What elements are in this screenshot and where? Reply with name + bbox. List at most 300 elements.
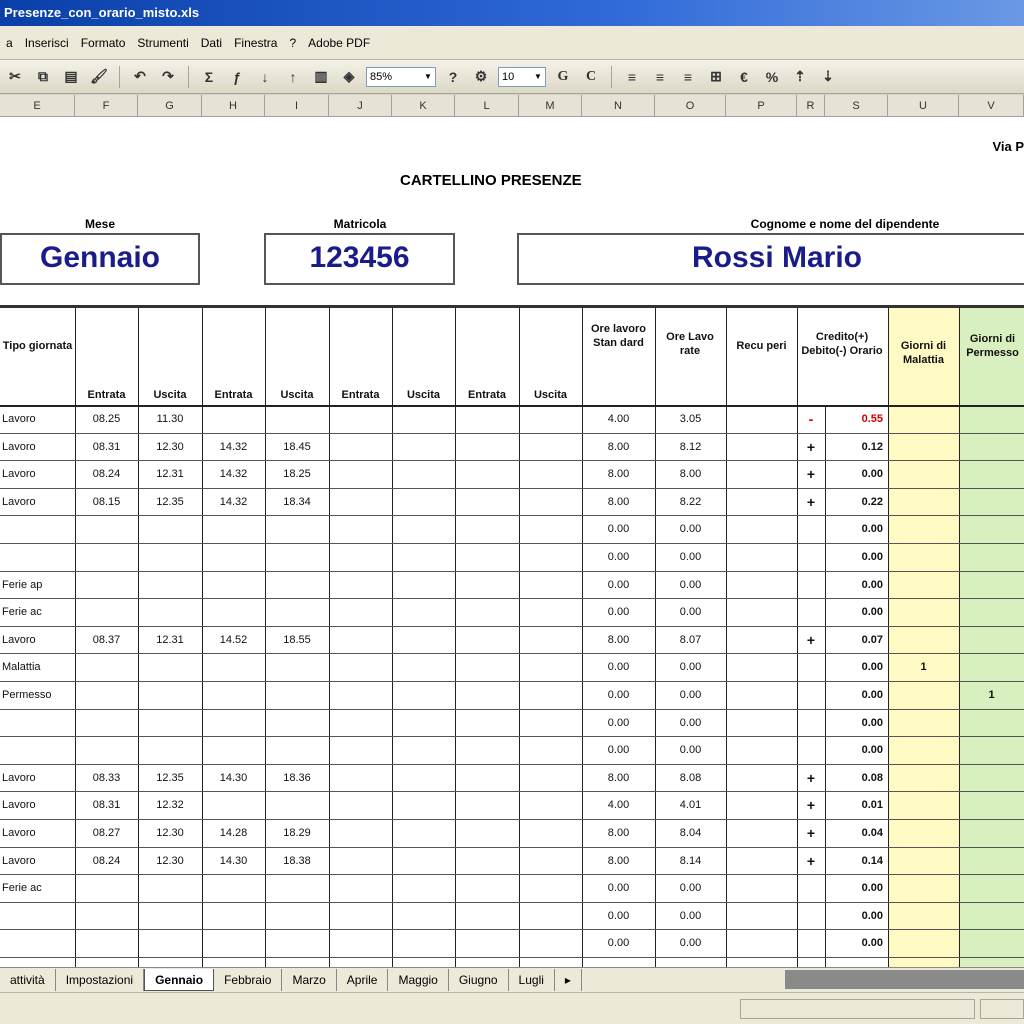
drawing-icon[interactable]: ◈ xyxy=(343,68,355,84)
column-header[interactable]: R xyxy=(797,95,825,117)
cell-ore-lavorate[interactable]: 8.00 xyxy=(679,468,702,481)
cell-tipo[interactable]: Lavoro xyxy=(2,799,36,812)
cell-malattia[interactable] xyxy=(888,847,959,875)
cell-permesso[interactable] xyxy=(959,460,1024,488)
grid-row-line xyxy=(0,433,1024,434)
cell-uscita-1[interactable] xyxy=(138,709,202,737)
cell-entrata-2[interactable] xyxy=(202,653,265,681)
cell-tipo[interactable]: Lavoro xyxy=(2,633,36,646)
header-entrata: Entrata xyxy=(468,389,506,401)
sheet-tab[interactable]: Aprile xyxy=(337,969,389,991)
cell-credito[interactable]: 0.08 xyxy=(861,771,883,784)
cell-uscita-2[interactable] xyxy=(265,543,329,571)
cell-uscita-2[interactable] xyxy=(265,902,329,930)
cell-tipo[interactable] xyxy=(2,929,74,957)
cell-malattia[interactable] xyxy=(888,764,959,792)
cell-entrata-2[interactable] xyxy=(202,791,265,819)
cell-entrata-1[interactable]: 08.33 xyxy=(92,771,121,784)
cell-uscita-1[interactable]: 12.35 xyxy=(156,771,184,784)
grid-column-line xyxy=(825,405,826,967)
cell-malattia[interactable] xyxy=(888,929,959,957)
cell-tipo[interactable]: Lavoro xyxy=(2,827,36,839)
tab-scroll-right-icon[interactable]: ▸ xyxy=(555,969,582,991)
cell-ore-lavorate[interactable]: 3.05 xyxy=(679,413,702,425)
sheet-tab[interactable]: Giugno xyxy=(449,969,509,991)
cell-ore-lavorate[interactable]: 0.00 xyxy=(679,716,702,729)
cell-sign[interactable]: + xyxy=(806,493,816,510)
cell-uscita-2[interactable] xyxy=(265,571,329,599)
cell-entrata-2[interactable] xyxy=(202,405,265,433)
zoom-value: 85% xyxy=(370,70,393,83)
window-title: Presenze_con_orario_misto.xls xyxy=(4,5,200,20)
cell-uscita-2[interactable]: 18.45 xyxy=(283,440,311,453)
cell-ore-standard[interactable]: 0.00 xyxy=(607,578,630,591)
cell-permesso[interactable] xyxy=(959,543,1024,571)
column-header[interactable]: H xyxy=(202,95,265,117)
cell-sign[interactable]: + xyxy=(806,797,816,814)
cell-entrata-1[interactable] xyxy=(75,598,138,626)
cell-ore-lavorate[interactable]: 0.00 xyxy=(679,661,702,674)
cell-entrata-1[interactable]: 08.24 xyxy=(92,854,121,867)
cell-entrata-2[interactable] xyxy=(202,929,265,957)
cell-ore-standard[interactable]: 0.00 xyxy=(607,716,630,729)
cell-uscita-2[interactable] xyxy=(265,598,329,626)
column-header[interactable]: I xyxy=(265,95,329,117)
cell-entrata-1[interactable] xyxy=(75,543,138,571)
cell-tipo[interactable]: Ferie ac xyxy=(2,882,42,895)
align-center-icon[interactable]: ≡ xyxy=(655,68,665,85)
sort-descending-icon[interactable]: ↑ xyxy=(289,68,297,85)
cell-credito[interactable]: 0.00 xyxy=(861,468,883,481)
cell-sign[interactable]: + xyxy=(806,631,816,648)
cell-entrata-1[interactable] xyxy=(75,571,138,599)
sheet-tab[interactable]: Maggio xyxy=(388,969,448,991)
cell-credito[interactable]: 0.00 xyxy=(861,578,883,591)
cell-ore-lavorate[interactable]: 4.01 xyxy=(679,799,702,812)
align-left-icon[interactable]: ≡ xyxy=(627,68,637,85)
cell-ore-standard[interactable]: 0.00 xyxy=(607,909,630,922)
cell-entrata-2[interactable]: 14.32 xyxy=(219,495,248,508)
cell-uscita-1[interactable]: 11.30 xyxy=(156,413,184,425)
cell-ore-standard[interactable]: 8.00 xyxy=(607,633,630,646)
decimal-increase-icon[interactable]: ⇡ xyxy=(794,68,806,84)
cell-uscita-2[interactable]: 18.38 xyxy=(283,854,311,867)
cell-sign[interactable]: + xyxy=(806,769,816,786)
sheet-title: CARTELLINO PRESENZE xyxy=(400,172,582,189)
sheet-tab[interactable]: attività xyxy=(0,969,56,991)
cell-tipo[interactable]: Lavoro xyxy=(2,468,36,481)
cell-sign[interactable] xyxy=(797,515,825,543)
cell-uscita-2[interactable] xyxy=(265,681,329,709)
cell-entrata-2[interactable] xyxy=(202,874,265,902)
id-field[interactable]: 123456 xyxy=(264,233,455,285)
cell-ore-lavorate[interactable]: 0.00 xyxy=(679,909,702,922)
cell-entrata-1[interactable] xyxy=(75,653,138,681)
sort-ascending-icon[interactable]: ↓ xyxy=(261,68,269,85)
cell-malattia[interactable] xyxy=(888,791,959,819)
grid-row-line xyxy=(0,543,1024,544)
table-top-border xyxy=(0,305,1024,308)
cell-ore-standard[interactable]: 8.00 xyxy=(607,771,630,784)
menu-item-dati[interactable]: Dati xyxy=(200,35,223,50)
cell-credito[interactable]: 0.00 xyxy=(861,523,883,536)
cell-uscita-2[interactable]: 18.55 xyxy=(283,633,311,646)
cell-malattia[interactable] xyxy=(888,543,959,571)
cell-sign[interactable] xyxy=(797,571,825,599)
cell-permesso[interactable] xyxy=(959,433,1024,461)
cell-permesso[interactable] xyxy=(959,488,1024,516)
cell-malattia[interactable] xyxy=(888,571,959,599)
cell-entrata-2[interactable] xyxy=(202,736,265,764)
cell-tipo[interactable]: Permesso xyxy=(2,689,52,701)
cell-entrata-2[interactable] xyxy=(202,598,265,626)
cell-malattia[interactable] xyxy=(888,819,959,847)
column-header[interactable]: U xyxy=(888,95,959,117)
cell-uscita-1[interactable] xyxy=(138,571,202,599)
cell-uscita-1[interactable] xyxy=(138,681,202,709)
cell-sign[interactable] xyxy=(797,543,825,571)
cell-ore-standard[interactable]: 8.00 xyxy=(607,440,630,453)
cell-malattia[interactable] xyxy=(888,902,959,930)
cell-uscita-1[interactable] xyxy=(138,515,202,543)
cell-credito[interactable]: 0.00 xyxy=(861,744,883,757)
cell-credito[interactable]: 0.00 xyxy=(861,551,883,563)
cell-ore-lavorate[interactable]: 0.00 xyxy=(679,744,702,757)
sheet-tab-active[interactable]: Gennaio xyxy=(144,969,214,991)
cell-credito[interactable]: 0.01 xyxy=(861,799,883,812)
header-permesso: Giorni di Permesso xyxy=(966,333,1019,359)
cell-malattia[interactable] xyxy=(888,709,959,737)
column-header[interactable]: P xyxy=(726,95,797,117)
cell-malattia[interactable] xyxy=(888,433,959,461)
cell-tipo[interactable] xyxy=(2,543,74,571)
cell-permesso[interactable]: 1 xyxy=(988,689,995,701)
format-painter-icon[interactable]: 🖌 xyxy=(90,68,108,84)
cell-malattia[interactable] xyxy=(888,626,959,654)
cell-ore-lavorate[interactable]: 8.12 xyxy=(679,440,702,453)
sheet-tab[interactable]: Impostazioni xyxy=(56,969,144,991)
cell-tipo[interactable]: Malattia xyxy=(2,661,41,674)
cell-uscita-1[interactable] xyxy=(138,929,202,957)
cell-ore-standard[interactable]: 4.00 xyxy=(607,413,630,425)
cell-ore-lavorate[interactable]: 0.00 xyxy=(679,606,702,619)
cell-permesso[interactable] xyxy=(959,819,1024,847)
cell-permesso[interactable] xyxy=(959,598,1024,626)
cell-entrata-2[interactable] xyxy=(202,681,265,709)
cell-tipo[interactable]: Lavoro xyxy=(2,771,36,784)
cell-malattia[interactable]: 1 xyxy=(920,661,927,674)
cell-uscita-2[interactable] xyxy=(265,515,329,543)
menu-item-partial[interactable]: a xyxy=(6,35,13,50)
cell-sign[interactable]: + xyxy=(806,466,816,483)
cell-credito[interactable]: 0.00 xyxy=(861,661,883,674)
cell-tipo[interactable]: Ferie ac xyxy=(2,606,42,619)
cell-entrata-1[interactable]: 08.25 xyxy=(92,413,121,425)
column-header[interactable]: S xyxy=(825,95,888,117)
cell-malattia[interactable] xyxy=(888,515,959,543)
sheet-tab[interactable]: Lugli xyxy=(509,969,555,991)
cell-permesso[interactable] xyxy=(959,709,1024,737)
cell-credito[interactable]: 0.00 xyxy=(861,606,883,619)
cell-ore-lavorate[interactable]: 0.00 xyxy=(679,937,702,950)
cell-ore-lavorate[interactable]: 0.00 xyxy=(679,523,702,536)
undo-icon[interactable]: ↶ xyxy=(134,68,146,84)
italic-button[interactable]: C xyxy=(585,68,597,84)
column-header[interactable]: F xyxy=(75,95,138,117)
cell-credito[interactable]: 0.04 xyxy=(861,827,883,839)
align-right-icon[interactable]: ≡ xyxy=(683,68,693,85)
cell-sign[interactable] xyxy=(797,598,825,626)
cell-sign[interactable] xyxy=(797,653,825,681)
chart-icon[interactable]: ▥ xyxy=(314,68,328,84)
cell-ore-lavorate[interactable]: 8.14 xyxy=(679,854,702,867)
cell-uscita-1[interactable]: 12.32 xyxy=(156,799,184,812)
cell-ore-standard[interactable]: 0.00 xyxy=(607,744,630,757)
cell-malattia[interactable] xyxy=(888,460,959,488)
cell-sign[interactable]: + xyxy=(806,852,816,869)
column-header[interactable]: E xyxy=(0,95,75,117)
cell-uscita-2[interactable]: 18.34 xyxy=(283,495,311,508)
column-header[interactable]: K xyxy=(392,95,455,117)
cell-credito[interactable]: 0.00 xyxy=(861,716,883,729)
cell-uscita-2[interactable] xyxy=(265,405,329,433)
cell-malattia[interactable] xyxy=(888,681,959,709)
cell-uscita-2[interactable]: 18.36 xyxy=(283,771,311,784)
cell-uscita-1[interactable]: 12.30 xyxy=(156,827,184,839)
cell-ore-standard[interactable]: 4.00 xyxy=(607,799,630,812)
column-header[interactable]: V xyxy=(959,95,1024,117)
zoom-select[interactable] xyxy=(366,67,436,87)
cell-tipo[interactable] xyxy=(2,709,74,737)
cell-ore-standard[interactable]: 0.00 xyxy=(607,606,630,619)
cell-permesso[interactable] xyxy=(959,515,1024,543)
cell-permesso[interactable] xyxy=(959,791,1024,819)
options-icon[interactable]: ⚙ xyxy=(474,68,488,84)
cell-uscita-2[interactable]: 18.25 xyxy=(283,468,311,481)
column-header[interactable]: N xyxy=(582,95,655,117)
cell-permesso[interactable] xyxy=(959,902,1024,930)
cell-ore-lavorate[interactable]: 0.00 xyxy=(679,882,702,895)
help-icon[interactable]: ? xyxy=(448,68,458,85)
cell-entrata-2[interactable]: 14.28 xyxy=(219,827,248,839)
header-uscita: Uscita xyxy=(153,389,187,401)
cell-credito[interactable]: 0.00 xyxy=(861,937,883,950)
column-header[interactable]: O xyxy=(655,95,726,117)
cell-entrata-2[interactable]: 14.30 xyxy=(219,771,248,784)
cell-malattia[interactable] xyxy=(888,488,959,516)
cell-permesso[interactable] xyxy=(959,653,1024,681)
cell-permesso[interactable] xyxy=(959,405,1024,433)
month-field[interactable]: Gennaio xyxy=(0,233,200,285)
cell-ore-standard[interactable]: 8.00 xyxy=(607,468,630,481)
cell-permesso[interactable] xyxy=(959,847,1024,875)
sheet-tab[interactable]: Febbraio xyxy=(214,969,282,991)
cell-credito[interactable]: 0.14 xyxy=(861,854,883,867)
cell-entrata-1[interactable]: 08.24 xyxy=(92,468,121,481)
cell-malattia[interactable] xyxy=(888,736,959,764)
cell-entrata-1[interactable] xyxy=(75,929,138,957)
cell-entrata-2[interactable] xyxy=(202,902,265,930)
cell-entrata-1[interactable] xyxy=(75,874,138,902)
column-header[interactable]: M xyxy=(519,95,582,117)
decimal-decrease-icon[interactable]: ⇣ xyxy=(822,68,834,84)
cell-entrata-1[interactable]: 08.27 xyxy=(92,827,121,839)
cell-sign[interactable]: + xyxy=(806,825,816,841)
cell-sign[interactable]: - xyxy=(808,411,814,427)
sheet-tab[interactable]: Marzo xyxy=(282,969,336,991)
column-header[interactable]: J xyxy=(329,95,392,117)
cell-uscita-1[interactable] xyxy=(138,874,202,902)
cell-tipo[interactable]: Lavoro xyxy=(2,854,36,867)
cell-uscita-1[interactable]: 12.31 xyxy=(156,468,184,481)
cell-credito[interactable]: 0.00 xyxy=(861,909,883,922)
cell-entrata-2[interactable] xyxy=(202,543,265,571)
menu-item-inserisci[interactable]: Inserisci xyxy=(24,35,69,50)
menu-item-formato[interactable]: Formato xyxy=(80,35,126,50)
cell-credito[interactable]: 0.12 xyxy=(861,440,883,453)
cell-uscita-2[interactable] xyxy=(265,874,329,902)
grid-row-line xyxy=(0,598,1024,599)
cell-uscita-1[interactable] xyxy=(138,653,202,681)
cell-uscita-1[interactable]: 12.30 xyxy=(156,854,184,867)
cell-entrata-1[interactable] xyxy=(75,681,138,709)
cell-ore-lavorate[interactable]: 8.22 xyxy=(679,495,702,508)
cell-ore-lavorate[interactable]: 8.04 xyxy=(679,827,702,839)
cell-sign[interactable] xyxy=(797,902,825,930)
bold-button[interactable]: G xyxy=(557,68,569,84)
cell-sign[interactable]: + xyxy=(806,438,816,455)
cell-ore-standard[interactable]: 8.00 xyxy=(607,827,630,839)
cell-uscita-2[interactable] xyxy=(265,653,329,681)
cell-entrata-2[interactable]: 14.32 xyxy=(219,468,248,481)
chevron-down-icon: ▼ xyxy=(424,72,432,81)
menu-item-adobe-pdf[interactable]: Adobe PDF xyxy=(308,35,371,50)
cell-sign[interactable] xyxy=(797,874,825,902)
cell-ore-lavorate[interactable]: 8.07 xyxy=(679,633,702,646)
cell-ore-standard[interactable]: 0.00 xyxy=(607,551,630,563)
cell-entrata-1[interactable] xyxy=(75,736,138,764)
grid-row-line xyxy=(0,736,1024,737)
paste-icon[interactable]: ▤ xyxy=(64,68,78,84)
cell-sign[interactable] xyxy=(797,736,825,764)
cell-ore-standard[interactable]: 0.00 xyxy=(607,882,630,895)
cell-entrata-1[interactable]: 08.31 xyxy=(92,440,121,453)
worksheet[interactable] xyxy=(0,117,1024,967)
cell-ore-standard[interactable]: 0.00 xyxy=(607,937,630,950)
cell-uscita-1[interactable] xyxy=(138,736,202,764)
cell-tipo[interactable] xyxy=(2,515,74,543)
cell-entrata-2[interactable]: 14.30 xyxy=(219,854,248,867)
company-address: Via P xyxy=(992,139,1024,154)
cell-malattia[interactable] xyxy=(888,598,959,626)
cell-uscita-1[interactable] xyxy=(138,902,202,930)
cell-permesso[interactable] xyxy=(959,929,1024,957)
cell-uscita-1[interactable] xyxy=(138,543,202,571)
cell-ore-lavorate[interactable]: 0.00 xyxy=(679,578,702,591)
menu-item-finestra[interactable]: Finestra xyxy=(234,35,278,50)
cell-credito[interactable]: 0.07 xyxy=(861,633,883,646)
cell-sign[interactable] xyxy=(797,709,825,737)
currency-icon[interactable]: € xyxy=(740,68,748,85)
function-icon[interactable]: ƒ xyxy=(233,68,241,85)
cell-tipo[interactable]: Lavoro xyxy=(2,413,36,425)
cell-entrata-1[interactable] xyxy=(75,709,138,737)
cut-icon[interactable]: ✂ xyxy=(9,68,21,84)
cell-tipo[interactable] xyxy=(2,902,74,930)
cell-entrata-1[interactable]: 08.31 xyxy=(92,799,121,812)
cell-uscita-1[interactable] xyxy=(138,598,202,626)
cell-uscita-2[interactable] xyxy=(265,791,329,819)
column-header[interactable]: L xyxy=(455,95,519,117)
cell-tipo[interactable]: Ferie ap xyxy=(2,578,43,591)
cell-sign[interactable] xyxy=(797,681,825,709)
autosum-icon[interactable]: Σ xyxy=(204,68,214,85)
cell-ore-standard[interactable]: 0.00 xyxy=(607,523,630,536)
cell-uscita-1[interactable]: 12.30 xyxy=(156,440,184,453)
cell-sign[interactable] xyxy=(797,929,825,957)
cell-uscita-2[interactable]: 18.29 xyxy=(283,827,311,839)
menu-item-help[interactable]: ? xyxy=(289,35,297,50)
redo-icon[interactable]: ↷ xyxy=(162,68,174,84)
cell-credito[interactable]: 0.00 xyxy=(861,882,883,895)
cell-credito[interactable]: 0.00 xyxy=(861,689,883,701)
cell-ore-standard[interactable]: 0.00 xyxy=(607,689,630,701)
cell-entrata-1[interactable]: 08.37 xyxy=(92,633,121,646)
cell-entrata-2[interactable] xyxy=(202,571,265,599)
cell-entrata-1[interactable] xyxy=(75,515,138,543)
cell-permesso[interactable] xyxy=(959,626,1024,654)
cell-entrata-2[interactable]: 14.52 xyxy=(219,633,248,646)
horizontal-scrollbar[interactable] xyxy=(785,970,1024,989)
cell-ore-standard[interactable]: 8.00 xyxy=(607,495,630,508)
cell-uscita-2[interactable] xyxy=(265,736,329,764)
cell-entrata-2[interactable]: 14.32 xyxy=(219,440,248,453)
cell-ore-standard[interactable]: 0.00 xyxy=(607,661,630,674)
font-size-select[interactable] xyxy=(498,67,546,87)
cell-entrata-1[interactable]: 08.15 xyxy=(92,495,121,508)
cell-ore-lavorate[interactable]: 0.00 xyxy=(679,689,702,701)
cell-ore-lavorate[interactable]: 8.08 xyxy=(679,771,702,784)
cell-malattia[interactable] xyxy=(888,874,959,902)
cell-entrata-2[interactable] xyxy=(202,709,265,737)
cell-uscita-2[interactable] xyxy=(265,929,329,957)
cell-permesso[interactable] xyxy=(959,874,1024,902)
cell-permesso[interactable] xyxy=(959,764,1024,792)
cell-credito[interactable]: 0.55 xyxy=(861,413,883,425)
cell-malattia[interactable] xyxy=(888,405,959,433)
cell-uscita-2[interactable] xyxy=(265,709,329,737)
cell-entrata-2[interactable] xyxy=(202,515,265,543)
employee-name-field[interactable]: Rossi Mario xyxy=(517,233,1024,285)
cell-entrata-1[interactable] xyxy=(75,902,138,930)
column-header[interactable]: G xyxy=(138,95,202,117)
cell-credito[interactable]: 0.22 xyxy=(861,495,883,508)
cell-ore-standard[interactable]: 8.00 xyxy=(607,854,630,867)
cell-uscita-1[interactable]: 12.31 xyxy=(156,633,184,646)
merge-cells-icon[interactable]: ⊞ xyxy=(710,68,722,84)
cell-uscita-1[interactable]: 12.35 xyxy=(156,495,184,508)
cell-tipo[interactable] xyxy=(2,736,74,764)
cell-permesso[interactable] xyxy=(959,736,1024,764)
copy-icon[interactable]: ⧉ xyxy=(38,68,48,84)
cell-ore-lavorate[interactable]: 0.00 xyxy=(679,551,702,563)
percent-icon[interactable]: % xyxy=(765,68,779,85)
toolbar-separator xyxy=(119,66,120,88)
menu-item-strumenti[interactable]: Strumenti xyxy=(137,35,189,50)
cell-tipo[interactable]: Lavoro xyxy=(2,440,36,453)
cell-permesso[interactable] xyxy=(959,571,1024,599)
cell-tipo[interactable]: Lavoro xyxy=(2,495,36,508)
